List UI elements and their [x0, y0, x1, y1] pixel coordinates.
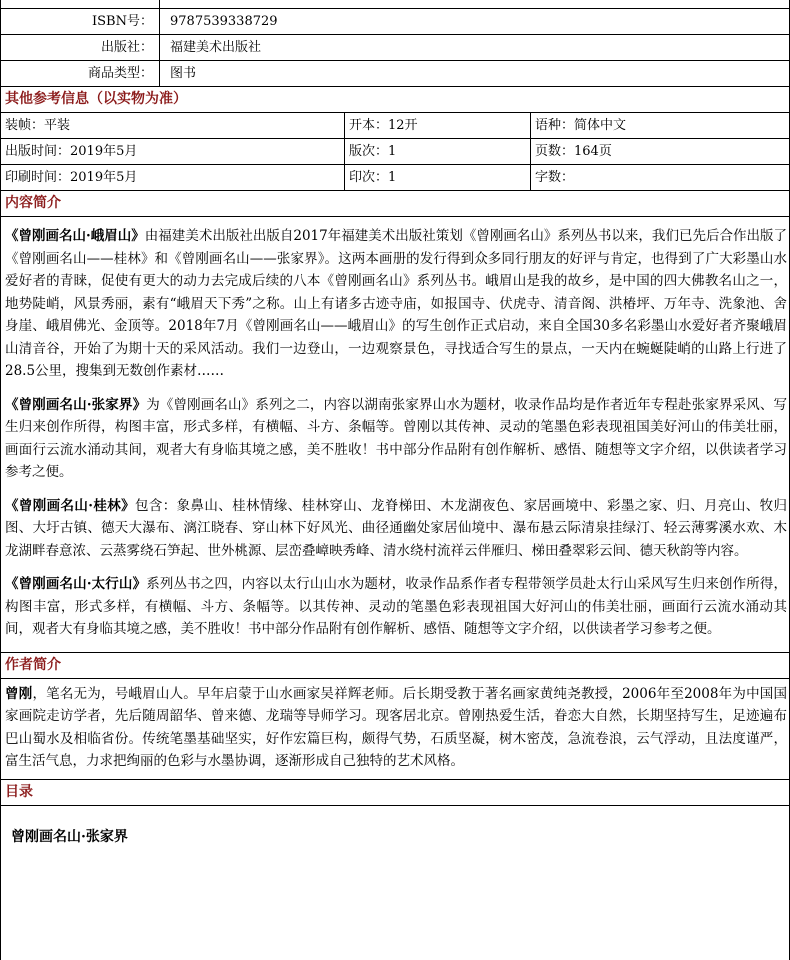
section-title-author-intro: 作者简介 [1, 653, 789, 679]
product-info-row-type [1, 61, 789, 87]
other-info-row [1, 113, 789, 139]
info-key: 出版社： [1, 35, 160, 60]
intro-text: 由福建美术出版社出版自2017年福建美术出版社策划《曾刚画名山》系列丛书以来，我们已先后合作出版了《曾刚画名山——桂林》和《曾刚画名山——张家界》。这两本画册的发行得到众多同行朋友的好评与肯定，也得到了广大彩墨山水爱好者的青睐，促使有更大的动力去完成后续的八本《曾刚画名山》系列丛书。峨眉山是我的故乡，是中国的四大佛教名山之一，地势陡峭，风景秀丽，素有“峨眉天下秀”之称。山上有诸多古迹寺庙，如报国寺、伏虎寺、清音阁、洪椿坪、万年寺、洗象池、舍身崖、峨眉佛光、金顶等。2018年7月《曾刚画名山——峨眉山》的写生创作正式启动，来自全国30多名彩墨山水爱好者齐聚峨眉山清音谷，开始了为期十天的采风活动。我们一边登山，一边观察景色，寻找适合写生的景点，一天内在蜿蜒陡峭的山路上行进了28.5公里，搜集到无数创作素材…… [5, 228, 788, 379]
toc-item: 曾刚画名山·张家界 [11, 828, 128, 845]
intro-paragraph [5, 225, 787, 383]
product-info-row-isbn [1, 9, 789, 35]
publish-date-cell: 出版时间：2019年5月 [1, 139, 345, 164]
info-value: 图书 [170, 66, 197, 81]
language-cell: 语种：简体中文 [535, 118, 627, 133]
intro-paragraph [5, 573, 787, 641]
pages-cell: 页数：164页 [535, 144, 612, 159]
book-title: 《曾刚画名山·桂林》 [5, 497, 136, 514]
intro-paragraph [5, 394, 787, 484]
section-title-content-intro: 内容简介 [1, 191, 789, 217]
info-value: 福建美术出版社 [170, 40, 262, 55]
info-key: 商品类型： [1, 61, 160, 86]
book-title: 《曾刚画名山·太行山》 [5, 576, 147, 592]
other-info-row [1, 139, 789, 165]
info-value: 9787539338729 [170, 14, 278, 29]
author-name: 曾刚 [5, 685, 33, 702]
edition-cell: 版次：1 [345, 139, 531, 164]
intro-text: 包含：象鼻山、桂林情缘、桂林穿山、龙脊梯田、木龙湖夜色、家居画境中、彩墨之家、归、月亮山、牧归图、大圩古镇、德天大瀑布、漓江晓春、穿山林下好风光、曲径通幽处家居仙境中、瀑布悬云际清泉挂绿汀、轻云薄雾溪水欢、木龙湖畔春意浓、云蒸雾绕石笋起、世外桃源、层峦叠嶂映秀峰、清水绕村流祥云伴雁归、梯田叠翠彩云间、德天秋韵等内容。 [5, 497, 788, 559]
author-intro-body [1, 679, 789, 780]
book-title: 《曾刚画名山·张家界》 [5, 396, 147, 413]
format-cell: 开本：12开 [345, 113, 531, 138]
intro-text: 系列丛书之四，内容以太行山山水为题材，收录作品系作者专程带领学员赴太行山采风写生归来创作所得，构图丰富，形式多样，有横幅、斗方、条幅等。以其传神、灵动的笔墨色彩表现祖国大好河山的伟美壮丽，画面行云流水涌动其间，观者大有身临其境之感，美不胜收！书中部分作品附有创作解析、感悟、随想等文字介绍，以供读者学习参考之便。 [5, 576, 788, 637]
book-title: 《曾刚画名山·峨眉山》 [5, 228, 145, 244]
content-intro-body [1, 217, 789, 653]
product-info-row-cut [1, 0, 789, 9]
product-info-row-publisher [1, 35, 789, 61]
print-date-cell: 印刷时间：2019年5月 [1, 165, 345, 190]
other-info-row [1, 165, 789, 191]
info-key: ISBN号： [1, 9, 160, 34]
intro-paragraph [5, 495, 787, 563]
author-paragraph [5, 683, 787, 773]
print-run-cell: 印次：1 [345, 165, 531, 190]
author-text: ，笔名无为，号峨眉山人。早年启蒙于山水画家吴祥辉老师。后长期受教于著名画家黄纯尧教授，2006年至2008年为中国国家画院走访学者，先后随周韶华、曾来德、龙瑞等导师学习。现客居北京。曾刚热爱生活，眷恋大自然，长期坚持写生，足迹遍布巴山蜀水及相临省份。传统笔墨基础坚实，好作宏篇巨构，颇得气势，石质坚凝，树木密茂，急流卷浪，云气浮动，且法度谨严，富生活气息，力求把绚丽的色彩与水墨协调，逐渐形成自己独特的艺术风格。 [5, 685, 788, 769]
word-count-cell: 字数： [535, 170, 575, 185]
intro-text: 为《曾刚画名山》系列之二，内容以湖南张家界山水为题材，收录作品均是作者近年专程赴张家界采风、写生归来创作所得，构图丰富，形式多样，有横幅、斗方、条幅等。曾刚以其传神、灵动的笔墨色彩表现祖国美好河山的伟美壮丽，画面行云流水涌动其间，观者大有身临其境之感，美不胜收！书中部分作品附有创作解析、感悟、随想等文字介绍，以供读者学习参考之便。 [5, 396, 788, 480]
section-title-toc: 目录 [1, 780, 789, 806]
section-title-other-info: 其他参考信息（以实物为准） [1, 87, 789, 113]
binding-cell: 装帧：平装 [1, 113, 345, 138]
